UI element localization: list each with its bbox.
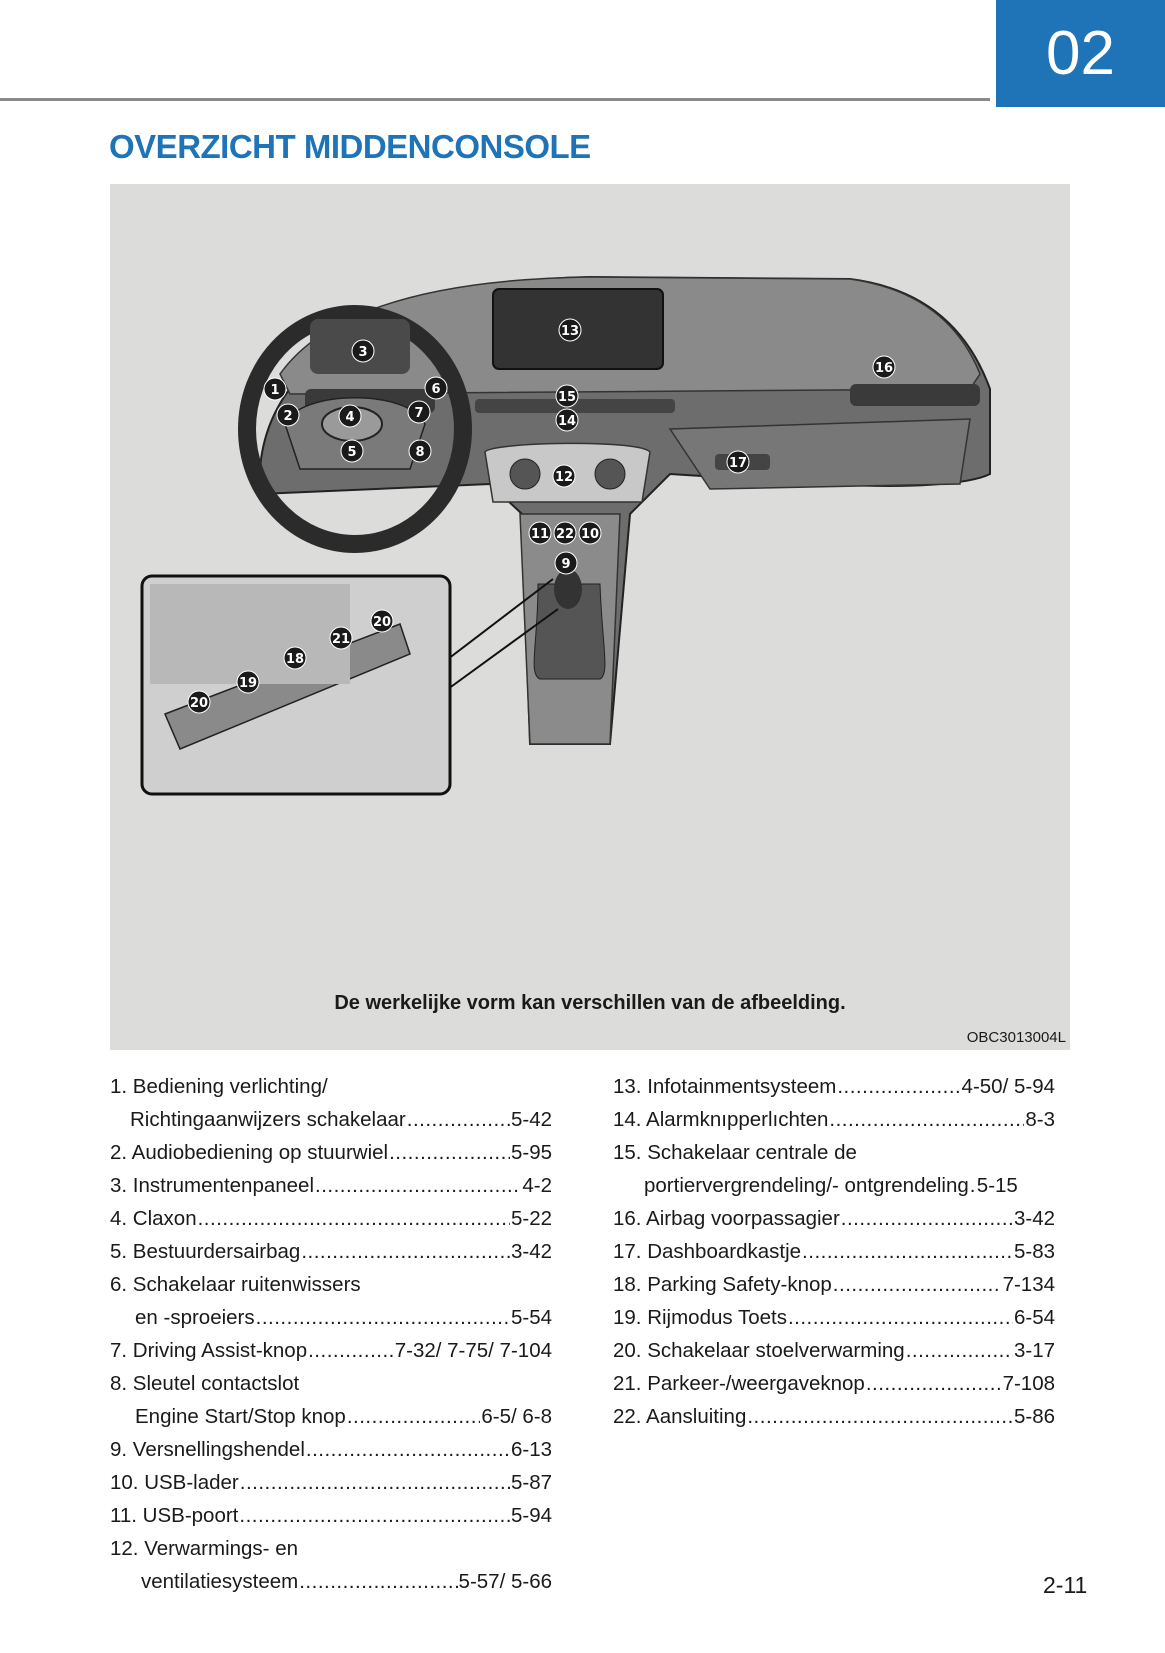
- callout-label-2: 2: [283, 409, 293, 424]
- callout-label-9: 9: [561, 557, 571, 572]
- figure-code: OBC3013004L: [966, 1029, 1066, 1046]
- callout-label-16: 16: [874, 361, 894, 376]
- figure-caption: De werkelijke vorm kan verschillen van de afbeelding.: [334, 992, 846, 1014]
- gear-knob: [554, 569, 582, 609]
- callout-label-10: 10: [580, 527, 600, 542]
- page-title: OVERZICHT MIDDENCONSOLE: [109, 128, 591, 165]
- legend-item-3: 3. Instrumentenpaneel ..... 4-2: [110, 1169, 552, 1202]
- callout-label-15: 15: [557, 390, 577, 405]
- callout-label-18: 18: [285, 652, 305, 667]
- callout-label-14: 14: [557, 414, 577, 429]
- legend-item-15: portiervergrendeling/- ontgrendeling ..... 5-15: [613, 1169, 1055, 1202]
- legend-item-15-line1: 15. Schakelaar centrale de: [613, 1141, 857, 1164]
- callout-label-13: 13: [560, 324, 580, 339]
- legend-item-20: 20. Schakelaar stoelverwarming ..... 3-17: [613, 1334, 1055, 1367]
- callout-label-19: 19: [238, 676, 258, 691]
- legend-item-10: 10. USB-lader ..... 5-87: [110, 1466, 552, 1499]
- legend-item-6: en -sproeiers ..... 5-54: [110, 1301, 552, 1334]
- legend-item-14: 14. Alarmknıpperlıchten ..... 8-3: [613, 1103, 1055, 1136]
- callout-label-3: 3: [358, 345, 368, 360]
- legend-item-18: 18. Parking Safety-knop ..... 7-134: [613, 1268, 1055, 1301]
- legend-item-4: 4. Claxon ..... 5-22: [110, 1202, 552, 1235]
- legend-item-13: 13. Infotainmentsysteem ..... 4-50/ 5-94: [613, 1070, 1055, 1103]
- legend-item-22: 22. Aansluiting ..... 5-86: [613, 1400, 1055, 1433]
- callout-label-5: 5: [347, 445, 357, 460]
- chapter-tab: 02: [996, 0, 1165, 107]
- callout-label-20a: 20: [189, 696, 209, 711]
- legend-item-2: 2. Audiobediening op stuurwiel ..... 5-95: [110, 1136, 552, 1169]
- legend-item-11: 11. USB-poort ..... 5-94: [110, 1499, 552, 1532]
- callout-label-1: 1: [270, 383, 280, 398]
- callout-label-4: 4: [345, 410, 355, 425]
- dashboard-illustration: [110, 184, 1070, 1050]
- right-vent: [850, 384, 980, 406]
- callout-label-7: 7: [414, 406, 424, 421]
- legend-item-1-line1: 1. Bediening verlichting/: [110, 1075, 328, 1098]
- legend-item-8: Engine Start/Stop knop ..... 6-5/ 6-8: [110, 1400, 552, 1433]
- legend-item-8-line1: 8. Sleutel contactslot: [110, 1372, 300, 1395]
- legend-item-17: 17. Dashboardkastje ..... 5-83: [613, 1235, 1055, 1268]
- legend-item-5: 5. Bestuurdersairbag ..... 3-42: [110, 1235, 552, 1268]
- legend-item-9: 9. Versnellingshendel ..... 6-13: [110, 1433, 552, 1466]
- callout-label-6: 6: [431, 382, 441, 397]
- callout-label-20b: 20: [372, 615, 392, 630]
- climate-knob-right: [595, 459, 625, 489]
- legend-item-12-line1: 12. Verwarmings- en: [110, 1537, 299, 1560]
- callout-label-11: 11: [530, 527, 550, 542]
- callout-label-22: 22: [555, 527, 575, 542]
- header-rule: [0, 98, 990, 101]
- legend-item-21: 21. Parkeer-/weergaveknop ..... 7-108: [613, 1367, 1055, 1400]
- legend-item-16: 16. Airbag voorpassagier ..... 3-42: [613, 1202, 1055, 1235]
- legend-item-1: Richtingaanwijzers schakelaar ..... 5-42: [110, 1103, 552, 1136]
- pad-area: [150, 584, 350, 684]
- legend-item-7: 7. Driving Assist-knop ..... 7-32/ 7-75/ 7-104: [110, 1334, 552, 1367]
- glovebox: [670, 419, 970, 489]
- legend-item-6-line1: 6. Schakelaar ruitenwissers: [110, 1273, 361, 1296]
- legend-left: [110, 1070, 552, 1598]
- callout-label-21: 21: [331, 632, 351, 647]
- climate-knob-left: [510, 459, 540, 489]
- legend-item-12: ventilatiesysteem ..... 5-57/ 5-66: [110, 1565, 552, 1598]
- callout-label-8: 8: [415, 445, 425, 460]
- legend-right: [613, 1070, 1055, 1433]
- callout-label-17: 17: [728, 456, 748, 471]
- page-number: 2-11: [1043, 1572, 1088, 1598]
- legend-item-19: 19. Rijmodus Toets ..... 6-54: [613, 1301, 1055, 1334]
- callout-label-12: 12: [554, 470, 574, 485]
- dashboard-figure: [110, 184, 1070, 1050]
